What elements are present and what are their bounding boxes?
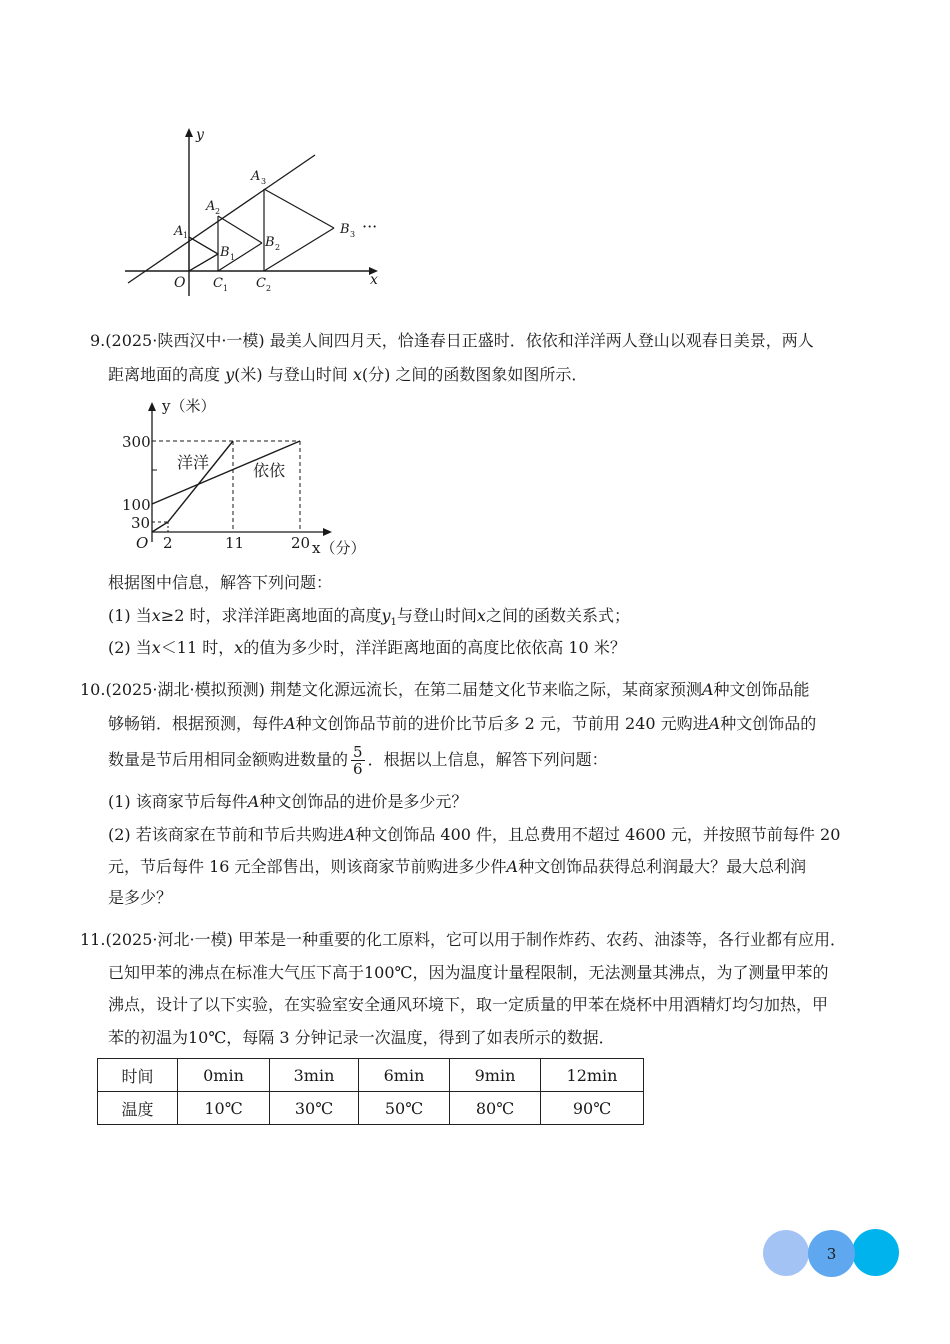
- q9-p1-x2: x: [476, 606, 486, 625]
- label-c2-sub: 2: [266, 284, 272, 293]
- q10-A-2: A: [284, 714, 296, 733]
- q9-part2: [108, 637, 626, 659]
- square-1: [189, 237, 218, 271]
- q9-p2-a: (2) 当: [108, 638, 152, 657]
- label-b2-sub: 2: [275, 243, 281, 252]
- q9-p1-a: (1) 当: [108, 606, 152, 625]
- q10-p2-l1b: 种文创饰品 400 件，且总费用不超过 4600 元，并按照节前每件 20: [355, 825, 841, 844]
- table-cell: 9min: [450, 1059, 541, 1092]
- q10-fraction: [351, 744, 365, 777]
- table-row: [98, 1092, 644, 1125]
- q11-text-1: 甲苯是一种重要的化工原料，它可以用于制作炸药、农药、油漆等，各行业都有应用．: [237, 930, 846, 949]
- footer-circle-right: [852, 1229, 899, 1276]
- label-c2: C: [256, 276, 266, 291]
- q9-part1: [108, 605, 630, 634]
- q9-text-2c: (分) 之间的函数图象如图所示．: [361, 365, 588, 384]
- label-a2: A: [206, 199, 216, 214]
- q10-line3: [108, 740, 608, 780]
- q10-p1-b: 种文创饰品的进价是多少元？: [259, 792, 468, 811]
- label-x: x: [370, 272, 378, 288]
- y-axis-arrow: [185, 128, 193, 137]
- slanted-line: [128, 155, 315, 283]
- label-a1: A: [174, 224, 184, 239]
- q9-ytick-300: 300: [122, 433, 151, 451]
- q9-text-1: 最美人间四月天，恰逢春日正盛时．依依和洋洋两人登山以观春日美景，两人: [269, 331, 814, 350]
- q9-p2-x2: x: [234, 638, 244, 657]
- footer-circle-left: [763, 1230, 809, 1276]
- q11-line3: 沸点，设计了以下实验，在实验室安全通风环境下，取一定质量的甲苯在烧杯中用酒精灯均匀加热，甲: [108, 995, 829, 1014]
- q9-ytick-100: 100: [122, 496, 151, 514]
- a3-b3: [264, 189, 334, 228]
- q9-p1-ysub: 1: [390, 617, 397, 629]
- table-cell: 3min: [270, 1059, 359, 1092]
- q10-A-1: A: [701, 680, 714, 699]
- q9-xtick-11: 11: [225, 534, 245, 552]
- label-b1: B: [220, 245, 230, 260]
- q11-source: (2025·河北·一模): [105, 930, 233, 949]
- q9-text-2b: (米) 与登山时间: [234, 365, 348, 384]
- label-b3-sub: 3: [350, 230, 356, 239]
- q9-source: (2025·陕西汉中·一模): [105, 331, 265, 350]
- page-number: 3: [826, 1244, 837, 1263]
- q10-part2-line2: [108, 856, 806, 878]
- q11-line4: 苯的初温为10℃，每隔 3 分钟记录一次温度，得到了如表所示的数据．: [108, 1028, 615, 1047]
- table-cell: 时间: [98, 1059, 178, 1092]
- q9-line1: [90, 330, 814, 352]
- q11-number: 11.: [80, 930, 106, 949]
- q11-data-table: [97, 1058, 644, 1125]
- q11-line1: [80, 929, 846, 951]
- q10-number: 10.: [80, 680, 106, 699]
- table-cell: 0min: [178, 1059, 270, 1092]
- table-cell: 80℃: [450, 1092, 541, 1125]
- q10-text-1b: 种文创饰品能: [713, 680, 810, 699]
- q9-xtick-2: 2: [163, 534, 173, 552]
- q10-A-3: A: [708, 714, 721, 733]
- q10-part2-line3: 是多少？: [108, 888, 173, 907]
- label-a1-sub: 1: [183, 231, 189, 240]
- q10-text-1a: 荆楚文化源远流长，在第二届楚文化节来临之际，某商家预测: [269, 680, 702, 699]
- table-cell: 6min: [359, 1059, 450, 1092]
- q10-part1: [108, 791, 467, 813]
- q9-p1-c: 与登山时间: [396, 606, 477, 625]
- q10-text-3b: ．根据以上信息，解答下列问题：: [367, 750, 608, 769]
- label-y: y: [196, 127, 204, 143]
- q10-p2-l2a: 元，节后每件 16 元全部售出，则该商家节前购进多少件: [108, 857, 507, 876]
- label-b2: B: [265, 235, 275, 250]
- q10-frac-den: 6: [353, 760, 363, 778]
- a1-b1-link: [189, 254, 218, 271]
- label-dots: ···: [362, 217, 378, 236]
- q9-y-arrow: [148, 402, 156, 411]
- q9-p2-b: ＜11 时，: [160, 638, 235, 657]
- q10-p2-l1a: (2) 若该商家在节前和节后共购进: [108, 825, 344, 844]
- q9-p1-x: x: [151, 606, 161, 625]
- q10-p1-a: (1) 该商家节后每件: [108, 792, 248, 811]
- q9-series-yang-label: 洋洋: [177, 453, 210, 472]
- q9-origin: O: [136, 534, 149, 552]
- q10-line2: [108, 713, 816, 735]
- q10-text-2a: 够畅销．根据预测，每件: [108, 714, 285, 733]
- q9-x-axis-label: x（分）: [312, 539, 366, 557]
- q10-text-2c: 种文创饰品的: [720, 714, 817, 733]
- table-cell: 90℃: [541, 1092, 644, 1125]
- page-number-badge: [808, 1230, 855, 1277]
- q9-series-yi-label: 依依: [253, 461, 286, 480]
- label-b1-sub: 1: [230, 253, 236, 262]
- figure-geometry-sequence: [115, 120, 395, 300]
- label-c1: C: [213, 276, 223, 291]
- q10-frac-num: 5: [353, 743, 363, 761]
- label-origin: O: [174, 275, 186, 291]
- a2-b2: [218, 216, 262, 243]
- label-a2-sub: 2: [215, 207, 221, 216]
- q10-A-5: A: [343, 825, 356, 844]
- q9-p1-d: 之间的函数关系式；: [485, 606, 630, 625]
- q10-text-2b: 种文创饰品节前的进价比节后多 2 元，节前用 240 元购进: [295, 714, 709, 733]
- q9-p1-y: y: [381, 606, 391, 625]
- q10-source: (2025·湖北·模拟预测): [105, 680, 265, 699]
- table-cell: 50℃: [359, 1092, 450, 1125]
- q10-p2-l2b: 种文创饰品获得总利润最大？最大总利润: [518, 857, 807, 876]
- label-c1-sub: 1: [223, 284, 229, 293]
- q9-number: 9.: [90, 331, 106, 350]
- q11-line2: 已知甲苯的沸点在标准大气压下高于100℃，因为温度计量程限制，无法测量其沸点，为了测量甲苯的: [108, 963, 829, 982]
- q10-line1: [80, 679, 810, 701]
- q9-x-var: x: [352, 365, 362, 384]
- q9-p2-c: 的值为多少时，洋洋距离地面的高度比依依高 10 米？: [243, 638, 626, 657]
- q9-x-arrow: [323, 528, 332, 536]
- label-a3-sub: 3: [261, 177, 267, 186]
- q9-xtick-20: 20: [291, 534, 311, 552]
- q9-p2-x: x: [151, 638, 161, 657]
- label-a3: A: [251, 169, 261, 184]
- table-cell: 温度: [98, 1092, 178, 1125]
- table-cell: 30℃: [270, 1092, 359, 1125]
- table-cell: 12min: [541, 1059, 644, 1092]
- q10-part2-line1: [108, 824, 840, 846]
- q9-y-var: y: [225, 365, 235, 384]
- q9-text-2a: 距离地面的高度: [108, 365, 221, 384]
- q9-p1-b: ≥2 时，求洋洋距离地面的高度: [160, 606, 382, 625]
- q9-intro: 根据图中信息，解答下列问题：: [108, 573, 333, 592]
- table-cell: 10℃: [178, 1092, 270, 1125]
- q9-line2: [108, 364, 587, 386]
- table-row: [98, 1059, 644, 1092]
- label-b3: B: [340, 222, 350, 237]
- q10-A-6: A: [506, 857, 519, 876]
- q9-y-axis-label: y（米）: [162, 397, 216, 415]
- q10-A-4: A: [247, 792, 260, 811]
- q9-ytick-30: 30: [131, 514, 151, 532]
- a1-c1-diag: [189, 237, 218, 254]
- q10-text-3a: 数量是节后用相同金额购进数量的: [108, 750, 349, 769]
- q9-function-graph: [120, 392, 370, 562]
